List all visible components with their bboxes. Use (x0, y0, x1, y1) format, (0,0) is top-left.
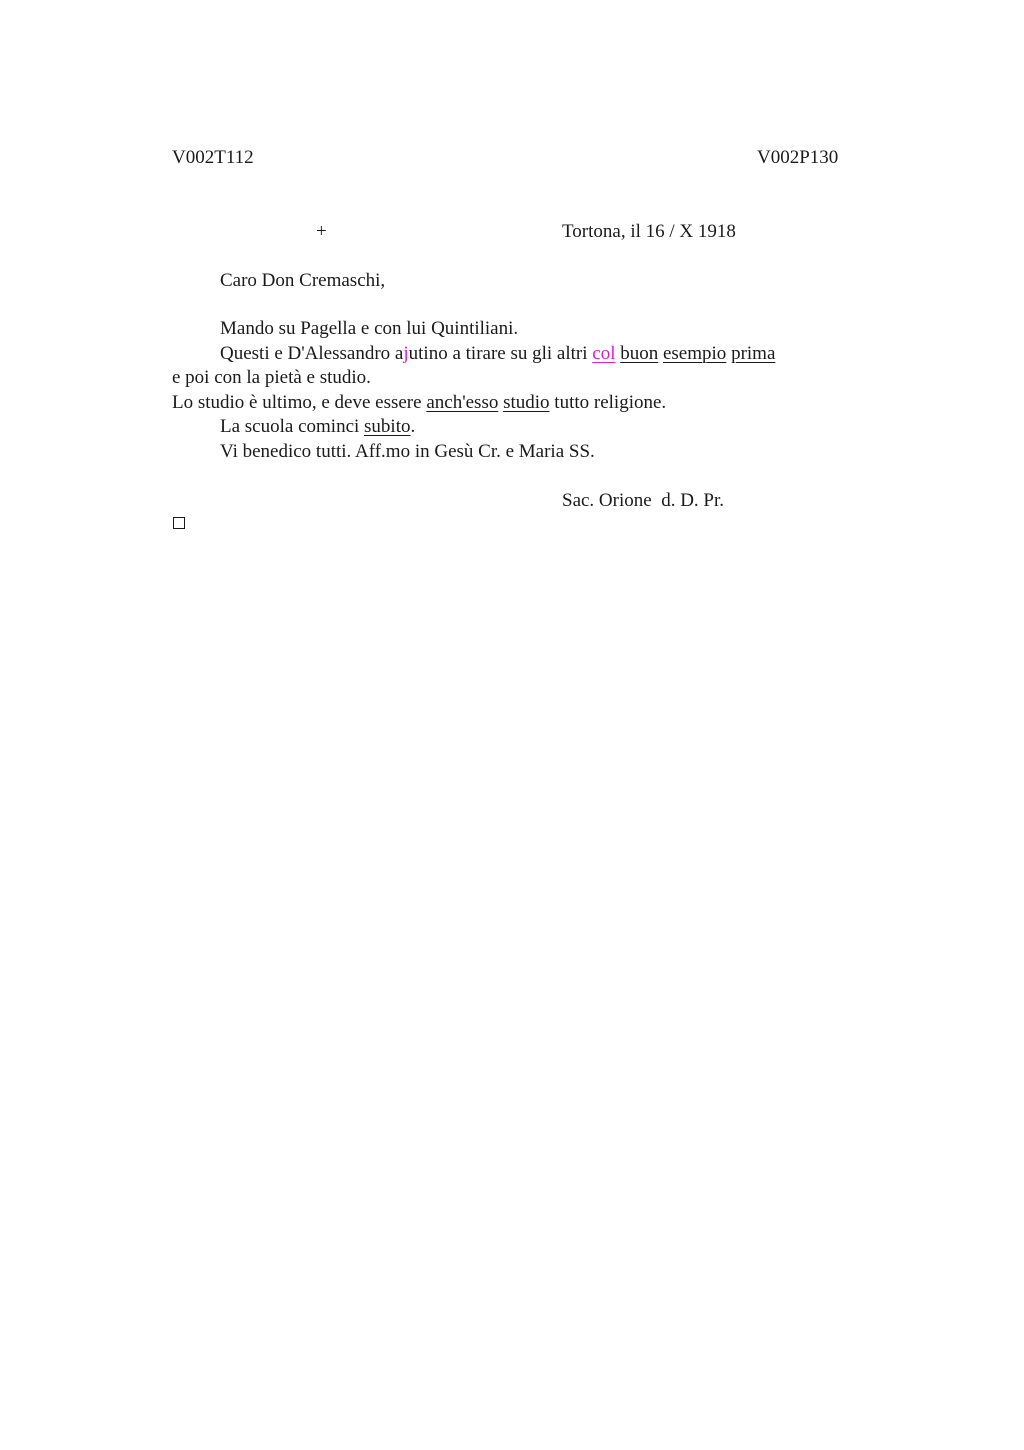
body-line-4 (172, 391, 666, 415)
underlined-word-subito: subito (364, 416, 411, 437)
underlined-word-esempio: esempio (662, 343, 727, 364)
highlighted-underlined-word: col (592, 343, 616, 364)
body-line-4-text-e: tutto religione. (549, 392, 667, 413)
underlined-word-buon: buon (620, 343, 659, 364)
body-line-2-text-c: utino a tirare su gli altri (408, 343, 593, 364)
salutation: Caro Don Cremaschi, (220, 270, 386, 291)
body-line-1: Mando su Pagella e con lui Quintiliani. (220, 318, 519, 339)
underlined-word-anchesso: anch'esso (426, 392, 499, 413)
empty-square-icon (173, 517, 185, 529)
body-line-5-text-a: La scuola cominci (220, 416, 365, 437)
highlighted-letter: j (403, 343, 409, 364)
header-right-code: V002P130 (757, 147, 839, 168)
underlined-word-studio: studio (503, 392, 550, 413)
date-line: Tortona, il 16 / X 1918 (562, 221, 736, 242)
body-line-2-text-a: Questi e D'Alessandro a (220, 343, 404, 364)
body-line-4-text-a: Lo studio è ultimo, e deve essere (172, 392, 427, 413)
body-line-3: e poi con la pietà e studio. (172, 367, 371, 388)
header-left-code: V002T112 (172, 147, 254, 168)
body-line-2 (220, 342, 775, 366)
body-line-6: Vi benedico tutti. Aff.mo in Gesù Cr. e Maria SS. (220, 441, 595, 462)
body-line-5 (220, 415, 415, 439)
signature: Sac. Orione d. D. Pr. (562, 490, 725, 511)
body-line-5-text-c: . (410, 416, 416, 437)
underlined-word-prima: prima (731, 343, 776, 364)
cross-mark: + (316, 221, 327, 242)
